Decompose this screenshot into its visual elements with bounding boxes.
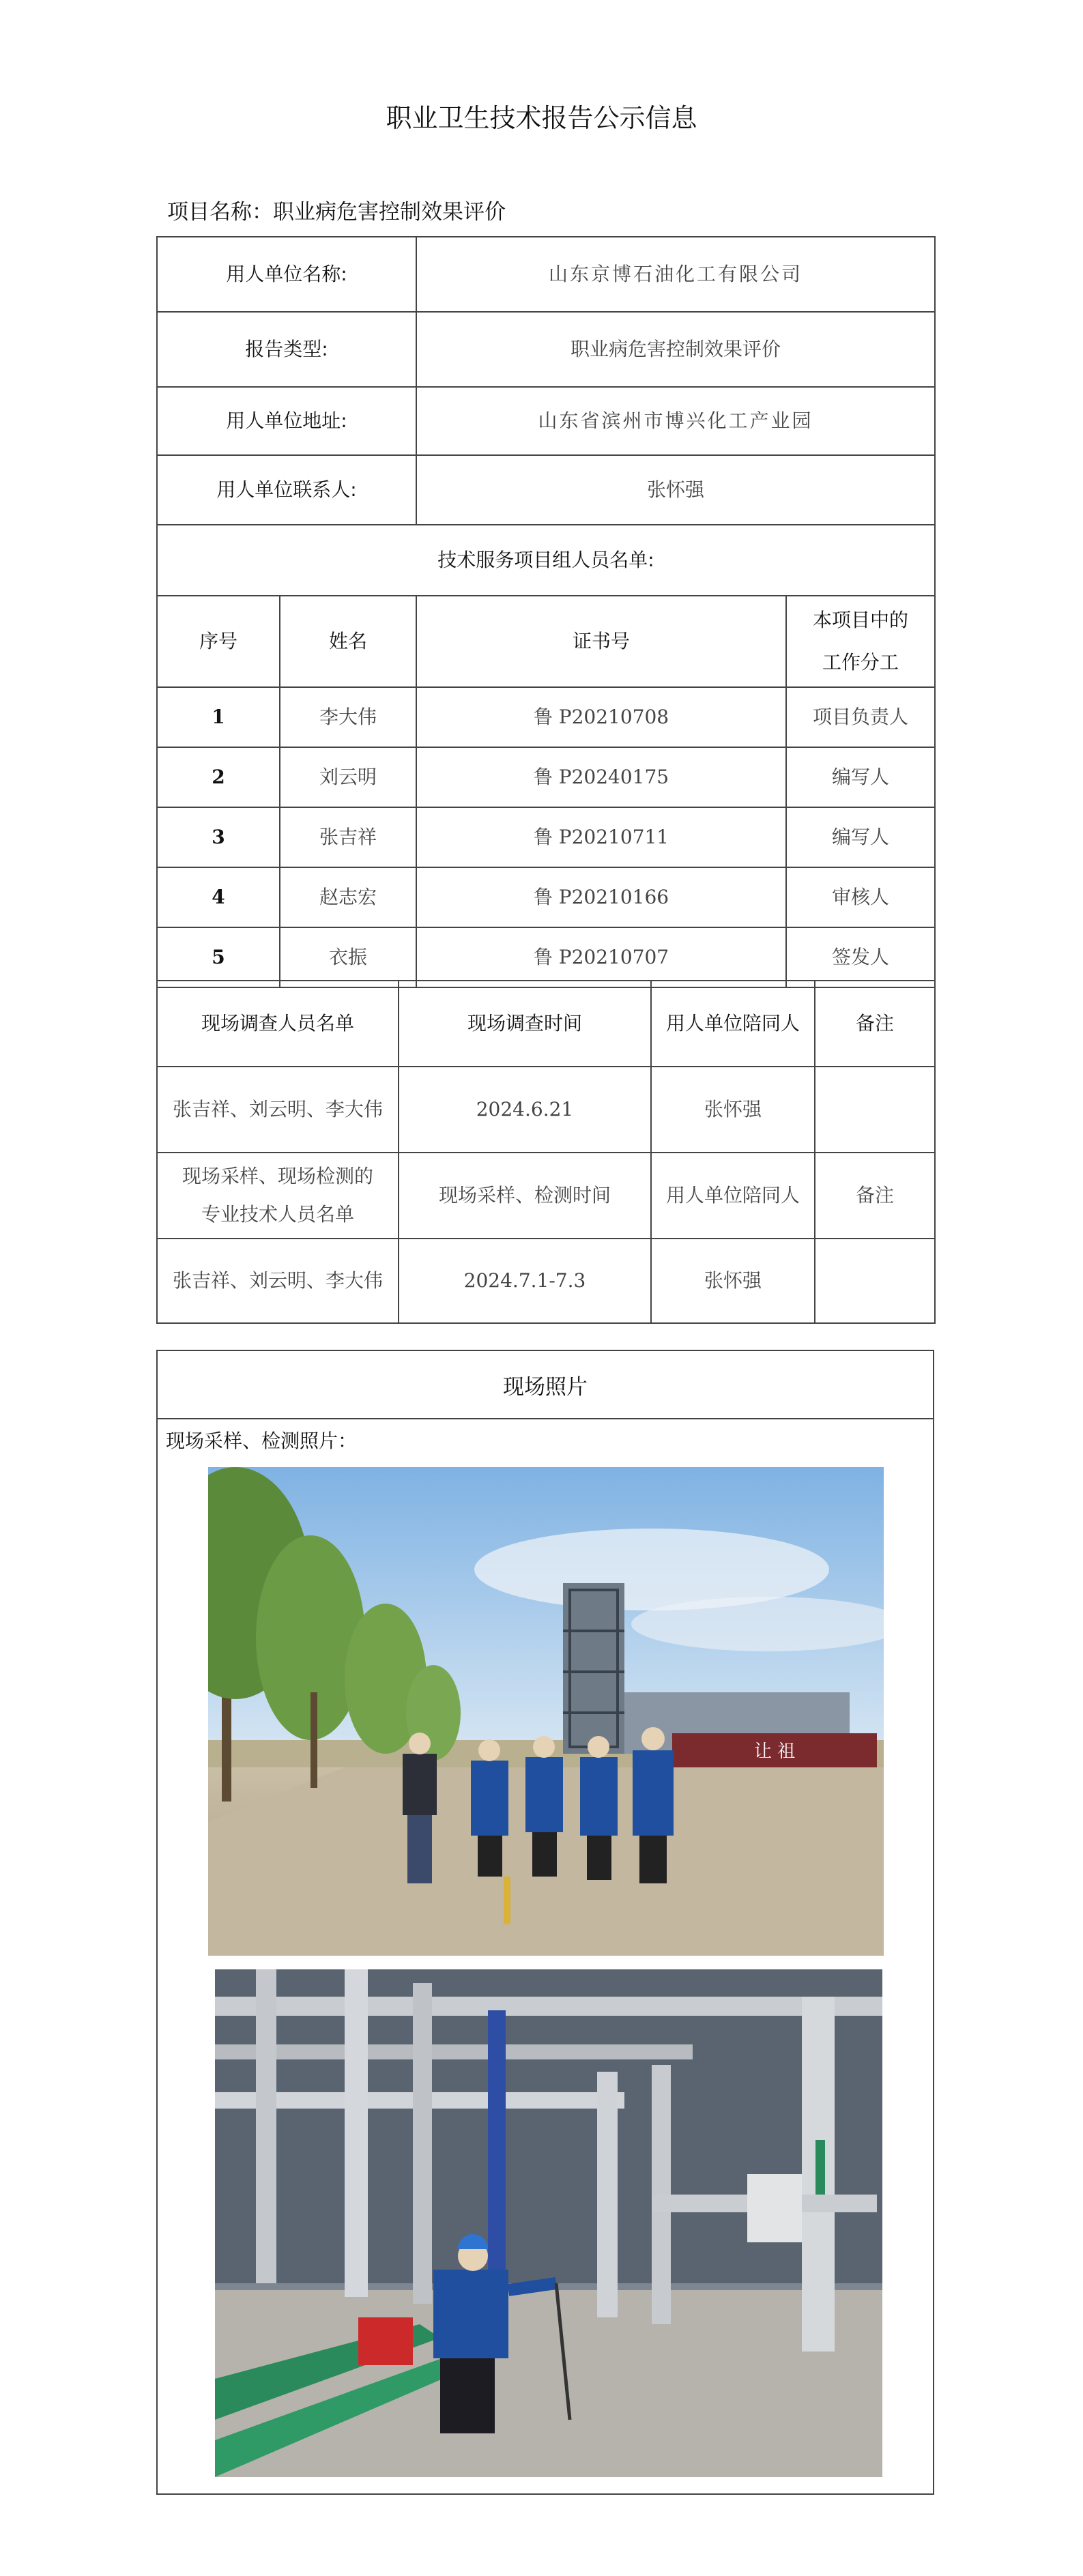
team-no: 3 xyxy=(157,807,280,867)
team-header-row xyxy=(157,596,935,687)
survey-row xyxy=(157,1067,935,1153)
photo-site-group xyxy=(208,1467,884,1956)
info-row-report-type xyxy=(157,312,935,387)
team-row xyxy=(157,807,935,867)
team-row xyxy=(157,747,935,807)
sampling-accompany: 张怀强 xyxy=(651,1239,815,1323)
team-header-role xyxy=(786,596,935,687)
sampling-remark xyxy=(815,1239,935,1323)
info-row-contact xyxy=(157,455,935,525)
sampling-header-time: 现场采样、检测时间 xyxy=(399,1153,651,1239)
team-cert: 鲁 P20210166 xyxy=(416,867,786,927)
survey-header-row xyxy=(157,981,935,1067)
team-no: 1 xyxy=(157,687,280,747)
survey-header-accompany: 用人单位陪同人 xyxy=(651,981,815,1067)
info-row-address xyxy=(157,387,935,455)
sampling-header-accompany: 用人单位陪同人 xyxy=(651,1153,815,1239)
photo-heading: 现场照片 xyxy=(158,1351,933,1419)
project-name-line xyxy=(167,194,506,225)
project-name-value: 职业病危害控制效果评价 xyxy=(273,200,506,225)
survey-time: 2024.6.21 xyxy=(399,1067,651,1153)
survey-table xyxy=(156,980,936,1324)
info-label: 报告类型: xyxy=(157,312,416,387)
team-heading-row xyxy=(157,525,935,596)
photo-section xyxy=(156,1350,934,2495)
team-no: 4 xyxy=(157,867,280,927)
team-row xyxy=(157,687,935,747)
sampling-header-staff-line1: 现场采样、现场检测的 xyxy=(182,1165,373,1187)
info-label: 用人单位名称: xyxy=(157,237,416,312)
info-label: 用人单位联系人: xyxy=(157,455,416,525)
team-cert: 鲁 P20210707 xyxy=(416,927,786,987)
team-row xyxy=(157,867,935,927)
team-no: 5 xyxy=(157,927,280,987)
info-label: 用人单位地址: xyxy=(157,387,416,455)
photo-site-sampling-image xyxy=(215,1969,882,2477)
info-row-unit-name xyxy=(157,237,935,312)
team-heading: 技术服务项目组人员名单: xyxy=(157,525,935,596)
team-header-name: 姓名 xyxy=(280,596,416,687)
sampling-staff: 张吉祥、刘云明、李大伟 xyxy=(157,1239,399,1323)
info-value: 张怀强 xyxy=(416,455,935,525)
info-value: 山东省滨州市博兴化工产业园 xyxy=(416,387,935,455)
team-header-no: 序号 xyxy=(157,596,280,687)
photo-sign-text: 让 祖 xyxy=(754,1741,796,1762)
team-no: 2 xyxy=(157,747,280,807)
team-name: 衣振 xyxy=(280,927,416,987)
project-name-label: 项目名称： xyxy=(167,200,273,225)
photo-site-group-image xyxy=(208,1467,884,1956)
survey-header-time: 现场调查时间 xyxy=(399,981,651,1067)
team-role: 签发人 xyxy=(786,927,935,987)
sampling-header-remark: 备注 xyxy=(815,1153,935,1239)
team-header-role-line2: 工作分工 xyxy=(822,651,899,674)
photo-subheading: 现场采样、检测照片： xyxy=(166,1430,358,1452)
team-name: 张吉祥 xyxy=(280,807,416,867)
team-role: 编写人 xyxy=(786,747,935,807)
info-value: 山东京博石油化工有限公司 xyxy=(416,237,935,312)
team-name: 刘云明 xyxy=(280,747,416,807)
team-name: 李大伟 xyxy=(280,687,416,747)
survey-remark xyxy=(815,1067,935,1153)
sampling-header-staff xyxy=(157,1153,399,1239)
team-name: 赵志宏 xyxy=(280,867,416,927)
sampling-time: 2024.7.1-7.3 xyxy=(399,1239,651,1323)
team-role: 项目负责人 xyxy=(786,687,935,747)
page-title: 职业卫生技术报告公示信息 xyxy=(386,103,697,133)
info-table xyxy=(156,236,936,988)
sampling-row xyxy=(157,1239,935,1323)
team-header-cert: 证书号 xyxy=(416,596,786,687)
survey-staff: 张吉祥、刘云明、李大伟 xyxy=(157,1067,399,1153)
team-role: 编写人 xyxy=(786,807,935,867)
team-cert: 鲁 P20210708 xyxy=(416,687,786,747)
sampling-header-row xyxy=(157,1153,935,1239)
sampling-header-staff-line2: 专业技术人员名单 xyxy=(201,1203,354,1226)
survey-header-staff: 现场调查人员名单 xyxy=(157,981,399,1067)
team-row xyxy=(157,927,935,987)
info-value: 职业病危害控制效果评价 xyxy=(416,312,935,387)
team-role: 审核人 xyxy=(786,867,935,927)
photo-site-sampling xyxy=(215,1969,882,2477)
survey-accompany: 张怀强 xyxy=(651,1067,815,1153)
team-header-role-line1: 本项目中的 xyxy=(813,609,909,631)
team-cert: 鲁 P20240175 xyxy=(416,747,786,807)
team-cert: 鲁 P20210711 xyxy=(416,807,786,867)
survey-header-remark: 备注 xyxy=(815,981,935,1067)
